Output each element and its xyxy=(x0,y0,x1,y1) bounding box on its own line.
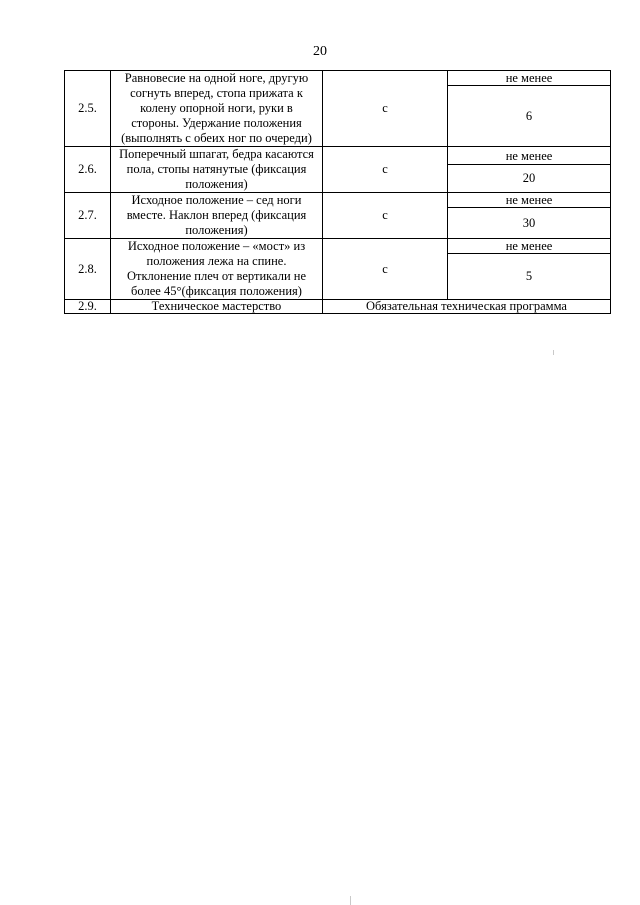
norm-value-cell: 5 xyxy=(448,254,611,300)
table-row xyxy=(65,239,611,254)
scan-artifact-line xyxy=(350,896,351,905)
page-number: 20 xyxy=(313,44,327,59)
exercise-description-cell: Исходное положение – «мост» из положения лежа на спине. Отклонение плеч от вертикали не более 45°(фиксация положения) xyxy=(111,239,323,300)
exercise-description-cell: Поперечный шпагат, бедра касаются пола, стопы натянутые (фиксация положения) xyxy=(111,147,323,193)
table-row xyxy=(65,71,611,86)
condition-cell: не менее xyxy=(448,193,611,208)
exercise-description-cell: Равновесие на одной ноге, другую согнуть вперед, стопа прижата к колену опорной ноги, руки в стороны. Удержание положения (выполнять с обеих ног по очереди) xyxy=(111,71,323,147)
condition-cell: не менее xyxy=(448,239,611,254)
norm-value-cell: 30 xyxy=(448,208,611,239)
norm-value-cell: 20 xyxy=(448,165,611,193)
scan-artifact-line xyxy=(553,350,554,355)
exercise-description-cell: Исходное положение – сед ноги вместе. Наклон вперед (фиксация положения) xyxy=(111,193,323,239)
unit-cell: с xyxy=(323,193,448,239)
unit-cell: с xyxy=(323,147,448,193)
exercise-description-cell: Техническое мастерство xyxy=(111,300,323,314)
condition-cell: не менее xyxy=(448,71,611,86)
row-number-cell: 2.8. xyxy=(65,239,111,300)
technical-program-cell: Обязательная техническая программа xyxy=(323,300,611,314)
row-number-cell: 2.7. xyxy=(65,193,111,239)
unit-cell: с xyxy=(323,239,448,300)
unit-cell: с xyxy=(323,71,448,147)
condition-cell: не менее xyxy=(448,147,611,165)
row-number-cell: 2.5. xyxy=(65,71,111,147)
standards-table xyxy=(64,70,611,314)
table-row xyxy=(65,147,611,165)
row-number-cell: 2.6. xyxy=(65,147,111,193)
row-number-cell: 2.9. xyxy=(65,300,111,314)
table-row xyxy=(65,300,611,314)
table-row xyxy=(65,193,611,208)
norm-value-cell: 6 xyxy=(448,86,611,147)
